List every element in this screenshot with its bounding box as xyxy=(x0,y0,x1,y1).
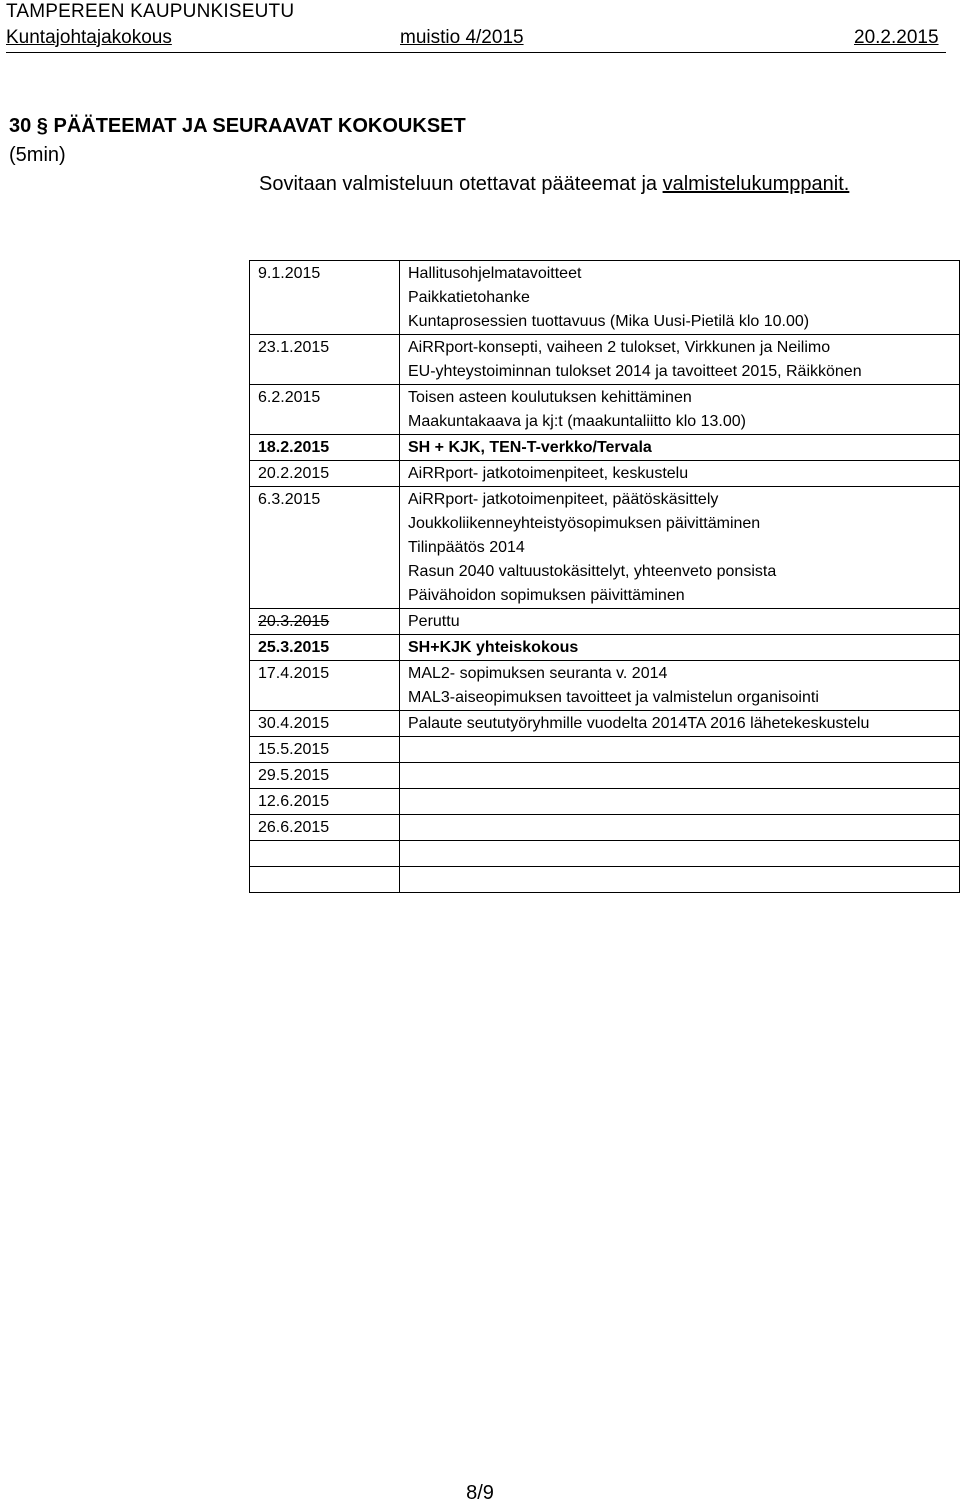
meeting-date: 30.4.2015 xyxy=(250,711,400,737)
topic-item: Joukkoliikenneyhteistyösopimuksen päivittäminen xyxy=(408,515,761,532)
topic-item: Toisen asteen koulutuksen kehittäminen xyxy=(408,389,692,406)
table-row xyxy=(250,789,960,815)
memo-date: 20.2.2015 xyxy=(854,27,939,48)
meeting-topics xyxy=(400,737,960,763)
table-row xyxy=(250,609,960,635)
meeting-date: 17.4.2015 xyxy=(250,661,400,711)
meeting-topics xyxy=(400,763,960,789)
meeting-name: Kuntajohtajakokous xyxy=(6,27,172,48)
table-row xyxy=(250,435,960,461)
table-row xyxy=(250,737,960,763)
section-intro xyxy=(259,172,849,196)
meeting-date: 20.2.2015 xyxy=(250,461,400,487)
meeting-date: 18.2.2015 xyxy=(250,435,400,461)
topic-item: MAL3-aiseopimuksen tavoitteet ja valmistelun organisointi xyxy=(408,689,819,706)
meeting-topics xyxy=(400,335,960,385)
header-meta-row xyxy=(6,24,946,53)
topic-item: Päivähoidon sopimuksen päivittäminen xyxy=(408,587,685,604)
empty-cell xyxy=(250,867,400,893)
topic-item: AiRRport-konsepti, vaiheen 2 tulokset, Virkkunen ja Neilimo xyxy=(408,339,831,356)
table-row xyxy=(250,763,960,789)
topic-item: SH + KJK, TEN-T-verkko/Tervala xyxy=(408,439,652,456)
topic-item: Kuntaprosessien tuottavuus (Mika Uusi-Pietilä klo 10.00) xyxy=(408,313,810,330)
topic-item: MAL2- sopimuksen seuranta v. 2014 xyxy=(408,665,668,682)
table-row xyxy=(250,661,960,711)
topic-item: Rasun 2040 valtuustokäsittelyt, yhteenveto ponsista xyxy=(408,563,777,580)
meeting-date: 29.5.2015 xyxy=(250,763,400,789)
memo-number: muistio 4/2015 xyxy=(400,27,524,48)
topic-item: Tilinpäätös 2014 xyxy=(408,539,525,556)
topic-item: EU-yhteystoiminnan tulokset 2014 ja tavoitteet 2015, Räikkönen xyxy=(408,363,862,380)
intro-underlined-text: valmistelukumppanit. xyxy=(662,173,850,195)
meeting-topics xyxy=(400,461,960,487)
meeting-schedule-table xyxy=(249,260,960,893)
empty-cell xyxy=(400,867,960,893)
intro-text: Sovitaan valmisteluun otettavat pääteemat ja xyxy=(259,173,663,195)
meeting-topics xyxy=(400,661,960,711)
topic-item: AiRRport- jatkotoimenpiteet, keskustelu xyxy=(408,465,689,482)
document-header xyxy=(6,0,946,53)
meeting-date: 25.3.2015 xyxy=(250,635,400,661)
empty-cell xyxy=(400,841,960,867)
empty-table-row xyxy=(250,867,960,893)
table-row xyxy=(250,635,960,661)
organization-name: TAMPEREEN KAUPUNKISEUTU xyxy=(6,1,295,22)
meeting-date: 12.6.2015 xyxy=(250,789,400,815)
empty-cell xyxy=(250,841,400,867)
meeting-date: 6.3.2015 xyxy=(250,487,400,609)
section-duration: (5min) xyxy=(9,144,66,166)
table-row xyxy=(250,815,960,841)
meeting-topics xyxy=(400,635,960,661)
meeting-topics xyxy=(400,609,960,635)
meeting-topics xyxy=(400,261,960,335)
empty-table-row xyxy=(250,841,960,867)
topic-item: Maakuntakaava ja kj:t (maakuntaliitto klo 13.00) xyxy=(408,413,746,430)
table-row xyxy=(250,711,960,737)
page-number: 8/9 xyxy=(466,1482,494,1504)
meeting-topics xyxy=(400,487,960,609)
meeting-date: 9.1.2015 xyxy=(250,261,400,335)
topic-item: SH+KJK yhteiskokous xyxy=(408,639,579,656)
meeting-date: 23.1.2015 xyxy=(250,335,400,385)
meeting-topics xyxy=(400,435,960,461)
topic-item: Peruttu xyxy=(408,613,460,630)
meeting-topics xyxy=(400,385,960,435)
table-row xyxy=(250,461,960,487)
schedule-body xyxy=(250,261,960,893)
topic-item: AiRRport- jatkotoimenpiteet, päätöskäsittely xyxy=(408,491,719,508)
table-row xyxy=(250,487,960,609)
meeting-topics xyxy=(400,711,960,737)
meeting-date: 15.5.2015 xyxy=(250,737,400,763)
meeting-date: 6.2.2015 xyxy=(250,385,400,435)
table-row xyxy=(250,335,960,385)
topic-item: Hallitusohjelmatavoitteet xyxy=(408,265,582,282)
meeting-date: 26.6.2015 xyxy=(250,815,400,841)
meeting-topics xyxy=(400,815,960,841)
table-row xyxy=(250,261,960,335)
meeting-topics xyxy=(400,789,960,815)
section-title: 30 § PÄÄTEEMAT JA SEURAAVAT KOKOUKSET xyxy=(9,115,466,137)
meeting-date: 20.3.2015 xyxy=(250,609,400,635)
topic-item: Palaute seututyöryhmille vuodelta 2014TA 2016 lähetekeskustelu xyxy=(408,715,870,732)
table-row xyxy=(250,385,960,435)
topic-item: Paikkatietohanke xyxy=(408,289,530,306)
